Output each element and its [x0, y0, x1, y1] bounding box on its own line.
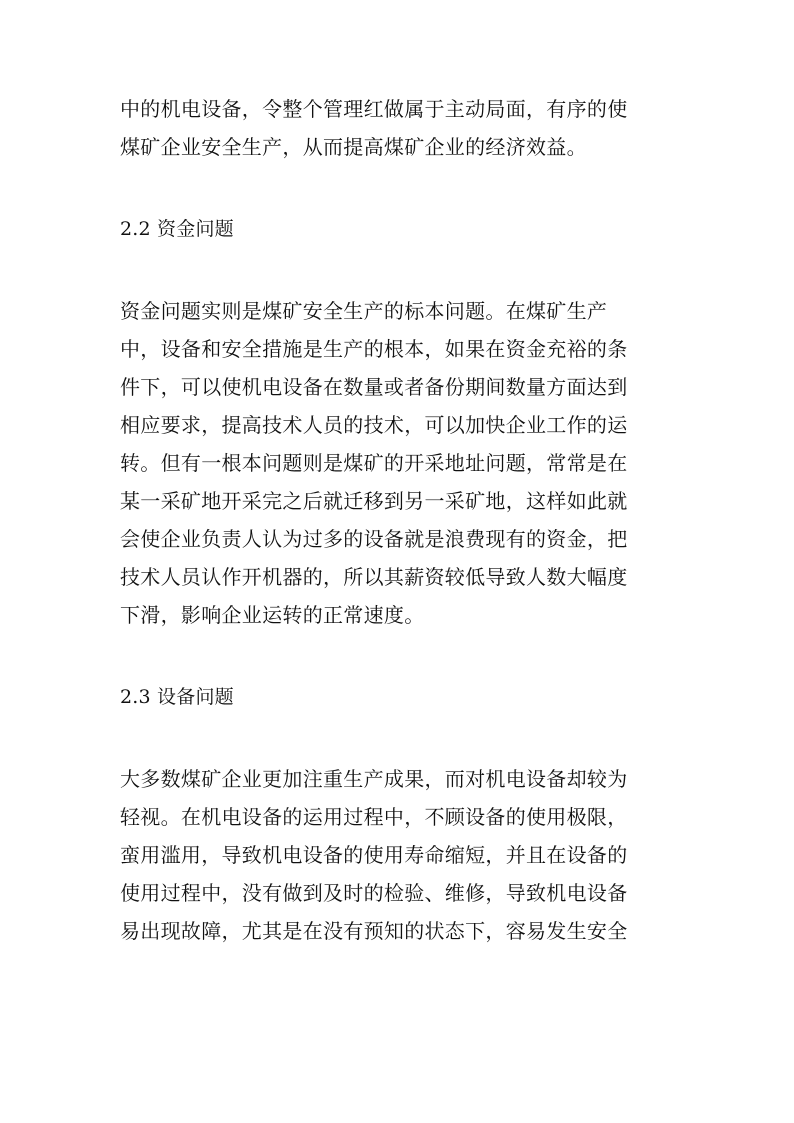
paragraph-gap — [120, 716, 680, 760]
section-heading-2-2: 2.2 资金问题 — [120, 218, 234, 240]
text-line: 中，设备和安全措施是生产的根本，如果在资金充裕的条 — [120, 337, 628, 361]
text-line: 大多数煤矿企业更加注重生产成果，而对机电设备却较为 — [120, 767, 628, 791]
text-line: 使用过程中，没有做到及时的检验、维修，导致机电设备 — [120, 881, 628, 905]
paragraph-funding — [120, 292, 680, 634]
text-line: 件下，可以使机电设备在数量或者备份期间数量方面达到 — [120, 375, 628, 399]
text-line: 会使企业负责人认为过多的设备就是浪费现有的资金，把 — [120, 527, 628, 551]
text-line: 某一采矿地开采完之后就迁移到另一采矿地，这样如此就 — [120, 489, 628, 513]
paragraph-gap — [120, 634, 680, 678]
text-line: 转。但有一根本问题则是煤矿的开采地址问题，常常是在 — [120, 451, 628, 475]
text-line: 相应要求，提高技术人员的技术，可以加快企业工作的运 — [120, 413, 628, 437]
document-page — [120, 90, 680, 950]
text-line: 中的机电设备，令整个管理红做属于主动局面，有序的使 — [120, 97, 628, 121]
paragraph-gap — [120, 248, 680, 292]
text-line: 下滑，影响企业运转的正常速度。 — [120, 603, 425, 627]
paragraph-equipment — [120, 760, 680, 950]
paragraph-gap — [120, 166, 680, 210]
text-line: 轻视。在机电设备的运用过程中，不顾设备的使用极限， — [120, 805, 628, 829]
text-line: 蛮用滥用，导致机电设备的使用寿命缩短，并且在设备的 — [120, 843, 628, 867]
paragraph-intro — [120, 90, 680, 166]
text-line: 技术人员认作开机器的，所以其薪资较低导致人数大幅度 — [120, 565, 628, 589]
text-line: 易出现故障，尤其是在没有预知的状态下，容易发生安全 — [120, 919, 628, 943]
text-line: 煤矿企业安全生产，从而提高煤矿企业的经济效益。 — [120, 135, 587, 159]
section-heading-2-3: 2.3 设备问题 — [120, 686, 234, 708]
text-line: 资金问题实则是煤矿安全生产的标本问题。在煤矿生产 — [120, 299, 608, 323]
